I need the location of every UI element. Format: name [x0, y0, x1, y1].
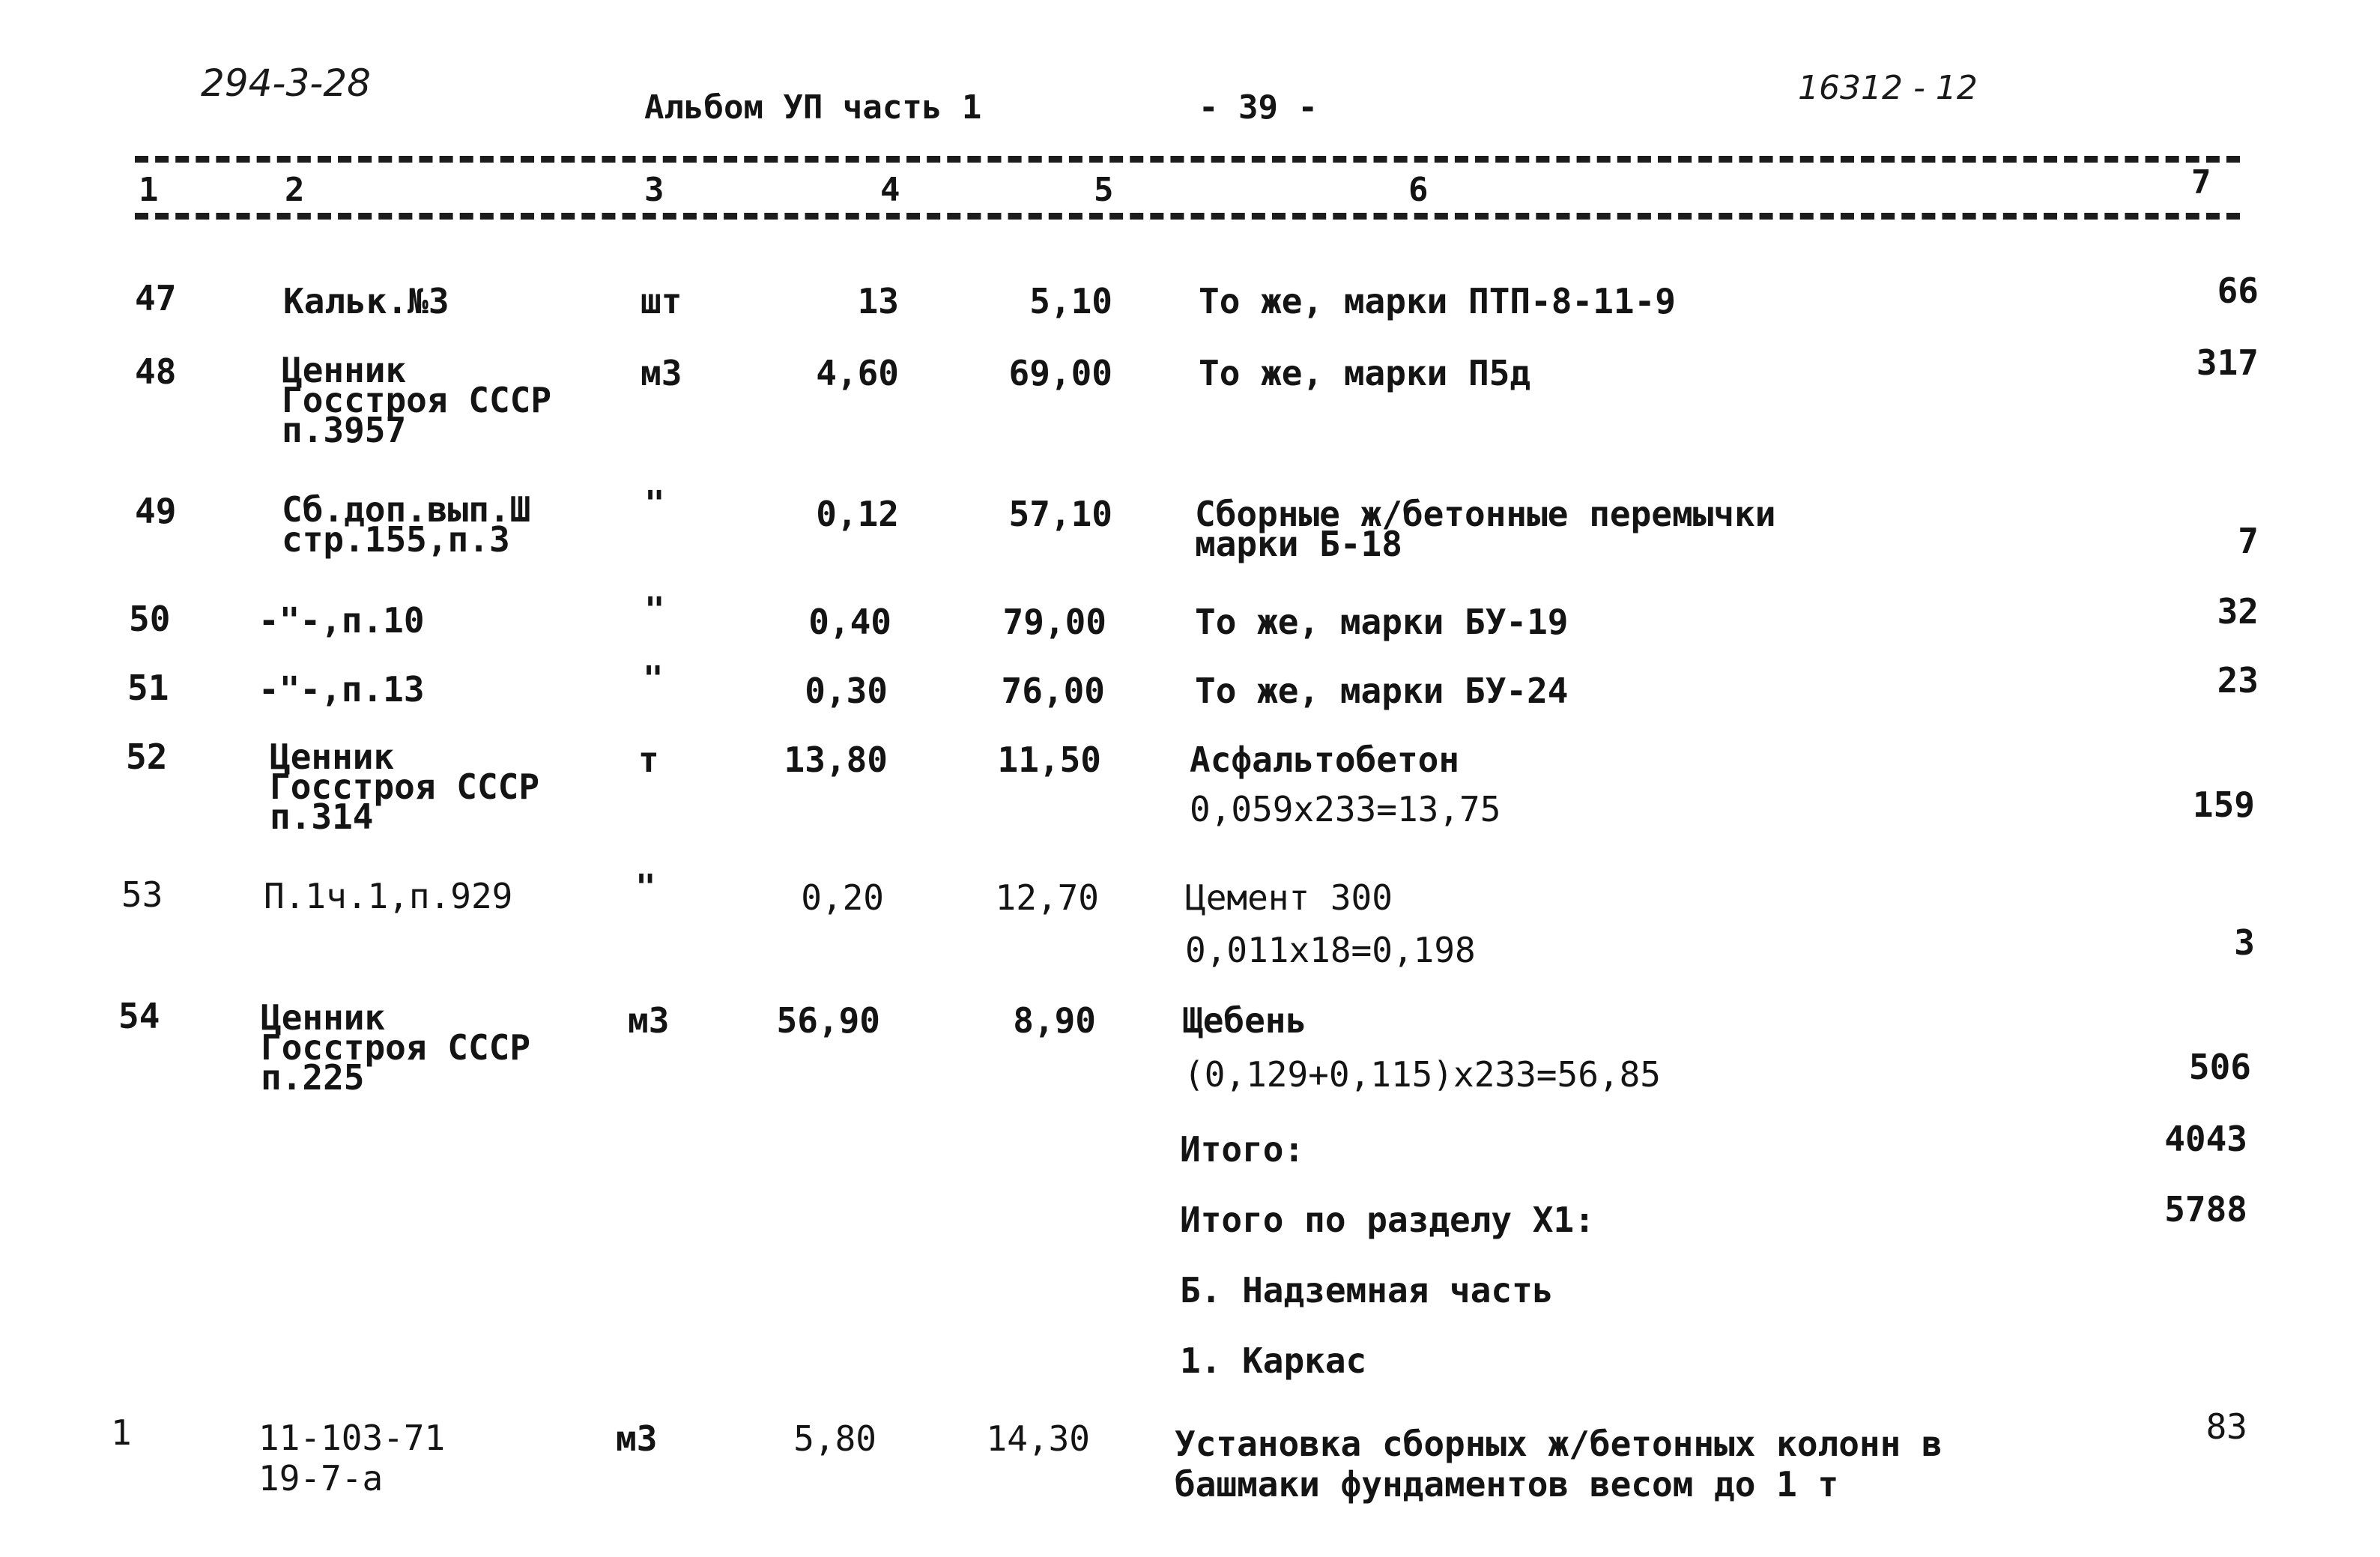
- column-number-5: 5: [1094, 171, 1114, 209]
- row-unit: м3: [641, 353, 682, 393]
- row-number: 53: [121, 874, 163, 915]
- handwritten-doc-number: 294-3-28: [201, 61, 371, 105]
- row-calculation: 0,059х233=13,75: [1190, 789, 1501, 829]
- row-total: 506: [2188, 1047, 2251, 1087]
- row-total: 317: [2196, 342, 2259, 383]
- dashed-rule-bottom: [135, 213, 2240, 220]
- section-total-label: Итого по разделу Х1:: [1180, 1200, 1595, 1240]
- row-unit: ": [644, 590, 665, 630]
- row-unit: ": [643, 659, 664, 699]
- row-total: 3: [2234, 922, 2255, 963]
- row-quantity: 13,80: [784, 740, 888, 780]
- column-number-7: 7: [2191, 163, 2211, 202]
- row-calculation: 0,011х18=0,198: [1185, 930, 1476, 970]
- handwritten-sheet-code: 16312 - 12: [1798, 69, 1978, 107]
- row-total: 23: [2217, 660, 2259, 701]
- row-number: 52: [126, 737, 168, 777]
- row-total: 66: [2217, 270, 2259, 311]
- column-number-2: 2: [285, 171, 305, 209]
- row-unit-price: 69,00: [1008, 353, 1112, 393]
- row-number: 51: [127, 668, 169, 708]
- row-quantity: 0,40: [808, 602, 891, 642]
- row-number: 48: [135, 351, 177, 392]
- row-quantity: 0,30: [805, 671, 888, 711]
- row-number: 47: [135, 278, 177, 318]
- subtotal-value: 4043: [2164, 1119, 2247, 1159]
- row-calculation: (0,129+0,115)х233=56,85: [1184, 1054, 1661, 1095]
- row-description: Установка сборных ж/бетонных колонн в башмаки фундаментов весом до 1 т: [1175, 1424, 1943, 1505]
- subsection-heading: 1. Каркас: [1180, 1340, 1367, 1381]
- subtotal-label: Итого:: [1180, 1129, 1305, 1170]
- row-reference: Сб.доп.вып.Ш стр.155,п.3: [282, 489, 531, 560]
- row-unit-price: 8,90: [1013, 1000, 1096, 1041]
- row-quantity: 13: [857, 281, 899, 321]
- row-quantity: 0,20: [801, 877, 884, 918]
- section-total-value: 5788: [2164, 1189, 2247, 1230]
- column-number-3: 3: [644, 171, 664, 209]
- row-description: То же, марки БУ-19: [1195, 602, 1569, 642]
- row-total: 83: [2205, 1406, 2247, 1447]
- row-reference: Ценник Госстроя СССР п.225: [261, 997, 531, 1098]
- row-description: Сборные ж/бетонные перемычки марки Б-18: [1195, 494, 1776, 564]
- row-unit: шт: [641, 281, 682, 321]
- row-number: 49: [135, 491, 177, 531]
- row-unit: ": [635, 867, 656, 907]
- row-unit-price: 14,30: [986, 1418, 1090, 1459]
- column-number-6: 6: [1408, 171, 1429, 209]
- row-description: Асфальтобетон: [1190, 740, 1460, 780]
- row-reference: -"-,п.13: [258, 669, 425, 710]
- row-description: Цемент 300: [1185, 877, 1393, 918]
- album-title: Альбом УП часть 1: [644, 88, 982, 127]
- dashed-rule-top: [135, 156, 2240, 163]
- row-unit: м3: [628, 1000, 670, 1041]
- row-unit-price: 76,00: [1001, 671, 1105, 711]
- row-number: 50: [129, 599, 171, 639]
- row-description: То же, марки ПТП-8-11-9: [1199, 281, 1676, 321]
- row-total: 32: [2217, 591, 2259, 632]
- row-reference: 11-103-71 19-7-а: [258, 1418, 446, 1499]
- row-unit-price: 79,00: [1002, 602, 1106, 642]
- row-unit: м3: [616, 1418, 658, 1459]
- row-reference: Кальк.№3: [283, 281, 449, 321]
- row-unit: ": [644, 483, 665, 524]
- row-reference: П.1ч.1,п.929: [264, 876, 513, 916]
- row-number: 54: [118, 996, 160, 1036]
- row-unit-price: 5,10: [1029, 281, 1112, 321]
- row-number: 1: [111, 1412, 132, 1453]
- row-unit-price: 11,50: [997, 740, 1101, 780]
- column-number-4: 4: [880, 171, 900, 209]
- row-description: То же, марки П5д: [1199, 353, 1531, 393]
- section-heading: Б. Надземная часть: [1180, 1270, 1554, 1310]
- row-unit-price: 57,10: [1008, 494, 1112, 534]
- row-reference: -"-,п.10: [258, 600, 425, 641]
- row-reference: Ценник Госстроя СССР п.3957: [282, 350, 552, 450]
- column-number-1: 1: [139, 171, 159, 209]
- row-description: То же, марки БУ-24: [1195, 671, 1569, 711]
- row-reference: Ценник Госстроя СССР п.314: [270, 737, 540, 837]
- row-unit: т: [638, 740, 659, 780]
- row-quantity: 4,60: [816, 353, 899, 393]
- row-unit-price: 12,70: [995, 877, 1099, 918]
- row-total: 159: [2192, 784, 2255, 825]
- row-description: Щебень: [1182, 1000, 1307, 1041]
- row-quantity: 5,80: [793, 1418, 876, 1459]
- page-number: - 39 -: [1199, 88, 1318, 127]
- row-total: 7: [2238, 521, 2259, 561]
- row-quantity: 56,90: [776, 1000, 880, 1041]
- row-quantity: 0,12: [816, 494, 899, 534]
